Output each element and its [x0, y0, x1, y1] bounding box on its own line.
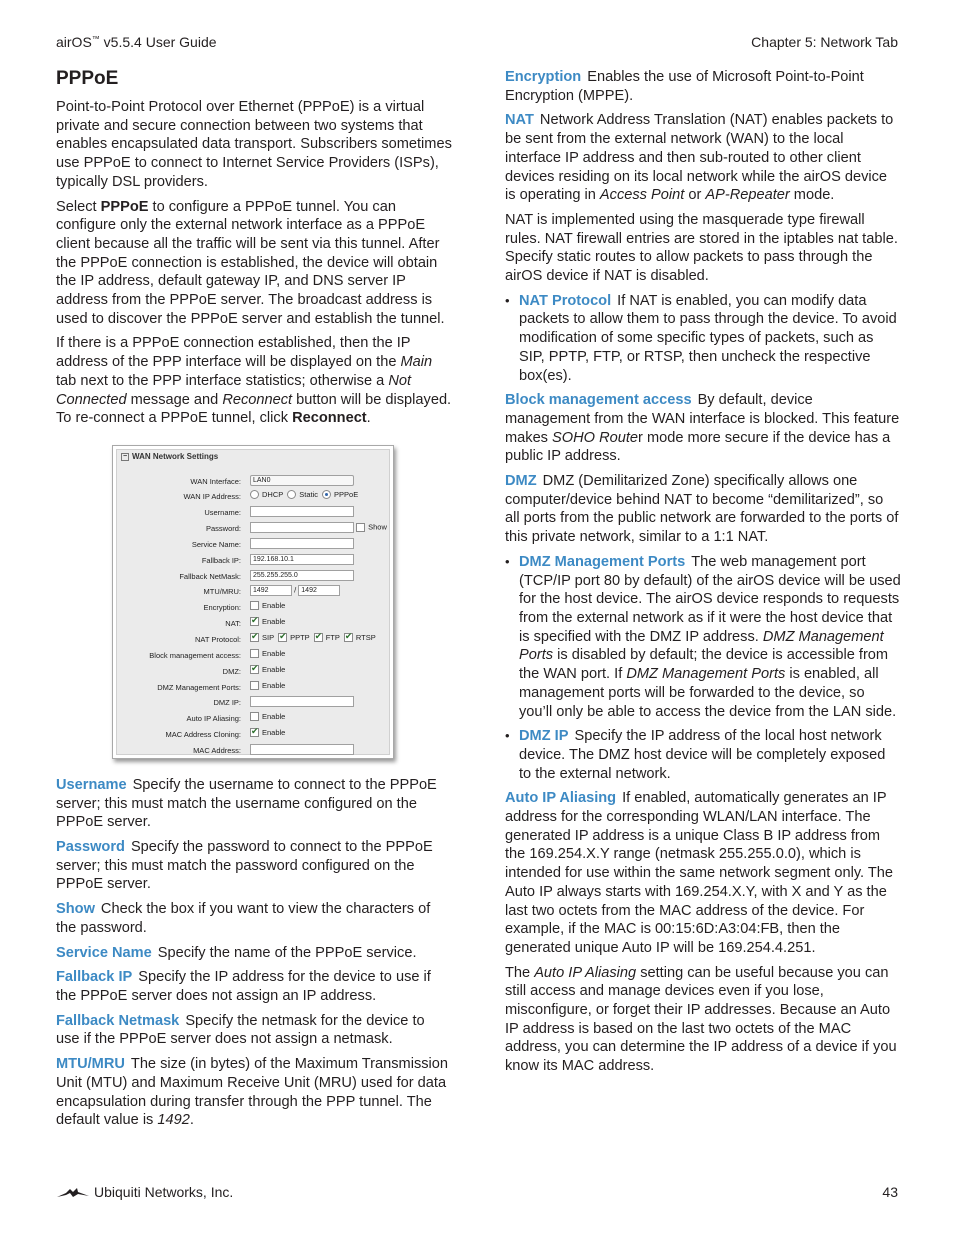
right-column [505, 68, 901, 1082]
def-mtu-mru: MTU/MRU The size (in bytes) of the Maximum Transmission Unit (MTU) and Maximum Receive Unit (MRU) used for data encapsulation during transfer through the PPP tunnel. The default value is 1492. [56, 1056, 449, 1129]
section-title-pppoe: PPPoE [56, 68, 119, 89]
row-dmz-ports: DMZ Management Ports: Enable [157, 680, 286, 692]
mru-input[interactable]: 1492 [298, 585, 340, 596]
fallback-ip-input[interactable]: 192.168.10.1 [250, 554, 354, 565]
row-wan-interface: WAN Interface: LAN0 [117, 475, 389, 489]
fallback-netmask-input[interactable]: 255.255.255.0 [250, 570, 354, 581]
def-encryption: Encryption Enables the use of Microsoft Point-to-Point Encryption (MPPE). [505, 69, 864, 104]
def-show: Show Check the box if you want to view the characters of the password. [56, 901, 431, 936]
dmz-ip-input[interactable] [250, 696, 354, 707]
wan-settings-screenshot [112, 445, 394, 759]
wan-interface-select[interactable]: LAN0 [250, 475, 354, 486]
row-wan-ip: WAN IP Address: DHCP Static PPPoE [183, 489, 359, 501]
def-password: Password Specify the password to connect to the PPPoE server; this must match the password configured on the PPPoE server. [56, 839, 433, 893]
wan-settings-title: − WAN Network Settings [122, 451, 219, 461]
row-fallback-netmask: Fallback NetMask: 255.255.255.0 [117, 570, 389, 584]
wan-settings-panel [116, 449, 390, 755]
show-checkbox[interactable] [356, 523, 365, 532]
nat-protocol-list [505, 292, 901, 386]
def-auto-ip: Auto IP Aliasing If enabled, automatically generates an IP address for the corresponding WLAN/LAN interface. The generated IP address is a unique Class B IP address from the 169.254.X.Y range (netmask 255.255.0.0), which is intended for use within the same network segment only. The Auto IP always starts with 169.254.X.Y, with X and Y as the last two octets from the MAC address of the device. For example, if the MAC is 00:15:6D:A3:04:FB, then the generated unique Auto IP will be 169.254.4.251. [505, 790, 894, 956]
row-username: Username: [117, 506, 389, 520]
def-fallback-ip: Fallback IP Specify the IP address for the device to use if the PPPoE server does not assign an IP address. [56, 969, 431, 1004]
def-dmz: DMZ DMZ (Demilitarized Zone) specifically allows one computer/device behind NAT to become “demilitarized”, so all ports from the public network are forwarded to the ports of this private network, similar to a 1:1 NAT. [505, 473, 899, 546]
row-mac-address: MAC Address: [117, 744, 389, 758]
sip-checkbox[interactable] [250, 633, 259, 642]
row-auto-ip: Auto IP Aliasing: Enable [186, 711, 286, 723]
auto-ip-checkbox[interactable] [250, 712, 259, 721]
def-nat-protocol: • NAT Protocol If NAT is enabled, you can modify data packets to allow them to pass through the device. To avoid modification of some specific types of packets, such as SIP, PPTP, FTP, or RTSP, then uncheck the respective box(es). [505, 292, 901, 386]
radio-dhcp[interactable] [250, 490, 259, 499]
paragraph-nat-impl: NAT is implemented using the masquerade type firewall rules. NAT firewall entries are stored in the iptables nat table. Specify static routes to allow packets to pass through the airOS device if NAT is disabled. [505, 211, 898, 285]
nat-checkbox[interactable] [250, 617, 259, 626]
block-management-checkbox[interactable] [250, 649, 259, 658]
ubiquiti-logo-icon [56, 1187, 90, 1199]
pptp-checkbox[interactable] [278, 633, 287, 642]
def-fallback-netmask: Fallback Netmask Specify the netmask for the device to use if the PPPoE server does not assign a netmask. [56, 1012, 425, 1048]
row-nat-protocol: NAT Protocol: ✔ SIP✔ PPTP✔ FTP✔ RTSP [117, 633, 389, 647]
paragraph-connection: If there is a PPPoE connection established, then the IP address of the PPP interface will be displayed on the Main tab next to the PPP interface statistics; otherwise a Not Connected message and Reconnect button will be displayed. To re-connect a PPPoE tunnel, click Reconnect. [56, 335, 452, 427]
def-dmz-ip: • DMZ IP Specify the IP address of the local host network device. The DMZ host device will be completely exposed to the external network. [505, 727, 901, 783]
row-block-management: Block management access: Enable [149, 648, 286, 660]
paragraph-auto-ip-usage: The Auto IP Aliasing setting can be useful because you can still access and manage devices even if you lose, misconfigure, or forget their IP addresses. Because an Auto IP address is based on the last two octets of the MAC address, you can determine the IP address of a device if you know its MAC address. [505, 964, 897, 1075]
def-dmz-ports: • DMZ Management Ports The web management port (TCP/IP port 80 by default) of the airOS device will be used for the host device. The airOS device responds to requests from the external network as if it were the host device that is specified with the DMZ IP address. DMZ Management Ports is disabled by default; the device is accessible from the WAN port. If DMZ Management Ports is enabled, all management ports will be forwarded to the device, so you’ll only be able to access the device from the LAN side. [505, 553, 901, 721]
def-nat: NAT Network Address Translation (NAT) enables packets to be sent from the external network (WAN) to the local interface IP address and then sub-routed to other client devices residing on its local network while the airOS device is operating in Access Point or AP-Repeater mode. [505, 112, 894, 204]
encryption-checkbox[interactable] [250, 601, 259, 610]
row-fallback-ip: Fallback IP: 192.168.10.1 [117, 554, 389, 568]
def-username: Username Specify the username to connect to the PPPoE server; this must match the username configured on the PPPoE server. [56, 776, 437, 831]
service-name-input[interactable] [250, 538, 354, 549]
dmz-ports-checkbox[interactable] [250, 681, 259, 690]
collapse-icon[interactable]: − [122, 452, 128, 460]
header-chapter: Chapter 5: Network Tab [751, 34, 898, 50]
row-dmz-ip: DMZ IP: [117, 696, 389, 710]
mtu-input[interactable]: 1492 [250, 585, 292, 596]
left-column [56, 68, 452, 1136]
row-mac-cloning: MAC Address Cloning: ✔ Enable [117, 728, 389, 742]
def-block-management: Block management access By default, device management from the WAN interface is blocked. This feature makes SOHO Router mode more secure if the device has a public IP address. [505, 392, 900, 465]
row-password: Password: Show [205, 522, 387, 533]
username-input[interactable] [250, 506, 354, 517]
row-encryption: Encryption: Enable [203, 600, 286, 612]
mac-cloning-checkbox[interactable] [250, 728, 259, 737]
dmz-list [505, 553, 901, 783]
password-input[interactable] [250, 522, 354, 533]
radio-pppoe[interactable] [322, 490, 331, 499]
row-mtu-mru: MTU/MRU: 1492 / 1492 [117, 585, 389, 599]
paragraph-select: Select PPPoE to configure a PPPoE tunnel. You can configure only the external network interface as a PPPoE client because all the traffic will be sent via this tunnel. After the PPPoE connection is established, the device will obtain the IP address, default gateway IP, and DNS server IP address from the PPPoE server. The broadcast address is used to discover the PPPoE server and establish the tunnel. [56, 198, 445, 327]
rtsp-checkbox[interactable] [344, 633, 353, 642]
footer-company: Ubiquiti Networks, Inc. [56, 1184, 233, 1200]
header-guide-title: airOS™ v5.5.4 User Guide [56, 34, 217, 50]
row-nat: NAT: ✔ Enable [117, 617, 389, 631]
dmz-checkbox[interactable] [250, 665, 259, 674]
def-service-name: Service Name Specify the name of the PPPoE service. [56, 944, 417, 961]
ftp-checkbox[interactable] [314, 633, 323, 642]
row-service-name: Service Name: [117, 538, 389, 552]
row-dmz: DMZ: ✔ Enable [117, 665, 389, 679]
radio-static[interactable] [287, 490, 296, 499]
paragraph-intro: Point-to-Point Protocol over Ethernet (PPPoE) is a virtual private and secure connection between two systems that enables encapsulated data transport. Subscribers sometimes use PPPoE to connect to Internet Service Providers (ISPs), typically DSL providers. [56, 99, 452, 190]
mac-address-input[interactable] [250, 744, 354, 755]
footer-page-number: 43 [882, 1184, 898, 1200]
